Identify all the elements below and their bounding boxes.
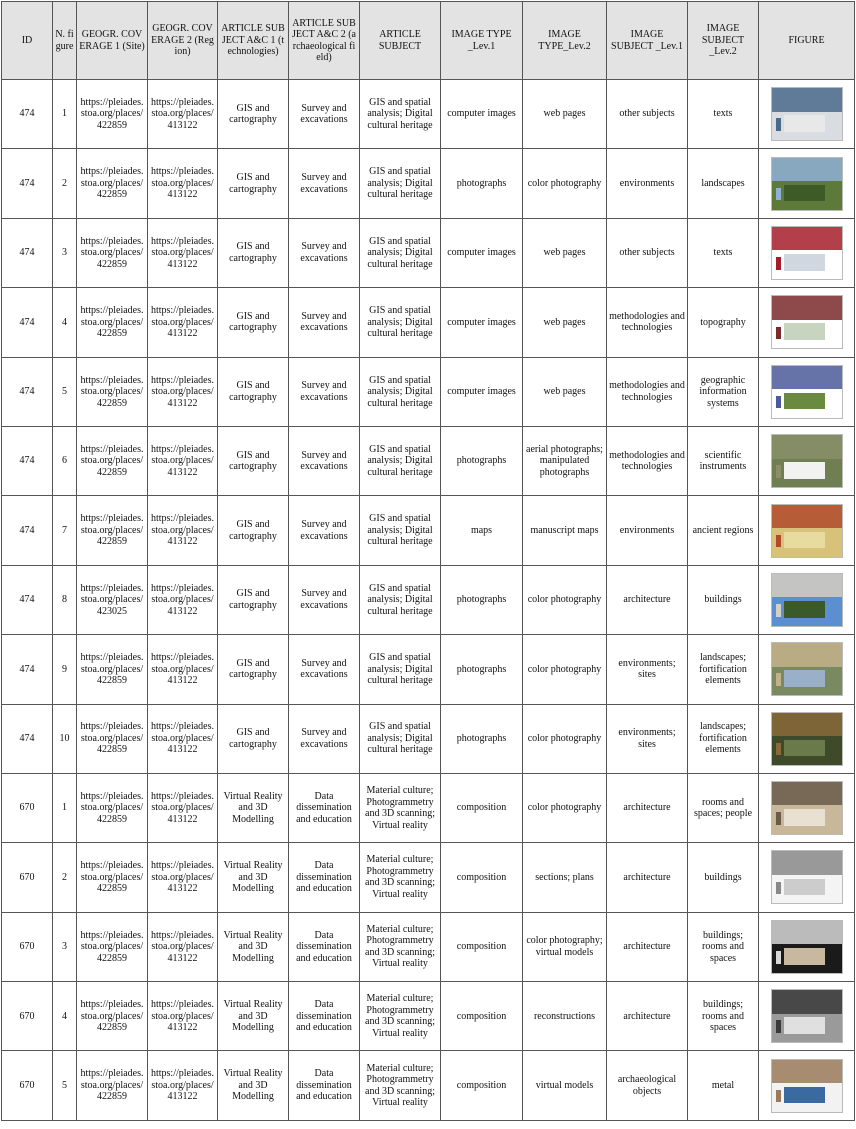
row-article-subject-1: GIS and cartography xyxy=(218,704,289,773)
row-image-type-2: web pages xyxy=(523,357,607,426)
thumbnail-region-accent xyxy=(776,951,782,963)
thumbnail-region-top xyxy=(772,88,842,111)
webpage-thumbnail[interactable] xyxy=(771,295,843,349)
row-geo-coverage-1: https://pleiades.stoa.org/places/422859 xyxy=(77,80,148,149)
thumbnail-region-top xyxy=(772,921,842,944)
row-article-subject-1: Virtual Reality and 3D Modelling xyxy=(218,773,289,842)
row-id: 474 xyxy=(2,218,53,287)
row-image-subject-2: texts xyxy=(688,80,759,149)
row-image-subject-2: geographic information systems xyxy=(688,357,759,426)
row-figure xyxy=(759,80,855,149)
thumbnail-region-accent xyxy=(776,118,782,130)
row-image-type-2: manuscript maps xyxy=(523,496,607,565)
row-image-subject-1: architecture xyxy=(607,773,688,842)
row-figure-number: 4 xyxy=(53,982,77,1051)
row-image-type-2: web pages xyxy=(523,218,607,287)
row-figure-number: 3 xyxy=(53,912,77,981)
row-geo-coverage-1: https://pleiades.stoa.org/places/422859 xyxy=(77,149,148,218)
row-figure xyxy=(759,149,855,218)
row-geo-coverage-1: https://pleiades.stoa.org/places/422859 xyxy=(77,635,148,704)
row-figure xyxy=(759,565,855,634)
row-image-type-1: photographs xyxy=(441,704,523,773)
row-article-subject: GIS and spatial analysis; Digital cultural heritage xyxy=(360,496,441,565)
thumbnail-region-accent xyxy=(776,604,782,616)
header-image-type-2: IMAGE TYPE_Lev.2 xyxy=(523,2,607,80)
row-id: 474 xyxy=(2,496,53,565)
row-figure-number: 5 xyxy=(53,1051,77,1120)
row-image-subject-1: architecture xyxy=(607,982,688,1051)
thumbnail-region-detail xyxy=(784,185,825,202)
row-geo-coverage-1: https://pleiades.stoa.org/places/422859 xyxy=(77,288,148,357)
webpage-thumbnail[interactable] xyxy=(771,226,843,280)
row-image-subject-2: texts xyxy=(688,218,759,287)
header-geo-coverage-2: GEOGR. COVERAGE 2 (Region) xyxy=(148,2,218,80)
row-image-type-2: color photography xyxy=(523,565,607,634)
row-article-subject-2: Data dissemination and education xyxy=(289,843,360,912)
row-geo-coverage-1: https://pleiades.stoa.org/places/422859 xyxy=(77,912,148,981)
row-geo-coverage-2: https://pleiades.stoa.org/places/413122 xyxy=(148,565,218,634)
row-article-subject-2: Data dissemination and education xyxy=(289,982,360,1051)
row-figure xyxy=(759,426,855,495)
row-image-type-1: computer images xyxy=(441,288,523,357)
thumbnail-region-accent xyxy=(776,396,782,408)
row-figure xyxy=(759,1051,855,1120)
header-article-subject-1: ARTICLE SUBJECT A&C 1 (technologies) xyxy=(218,2,289,80)
row-id: 670 xyxy=(2,773,53,842)
row-image-type-1: photographs xyxy=(441,635,523,704)
header-figure: FIGURE xyxy=(759,2,855,80)
row-article-subject-2: Survey and excavations xyxy=(289,218,360,287)
plans-thumbnail[interactable] xyxy=(771,850,843,904)
row-id: 670 xyxy=(2,1051,53,1120)
table-row xyxy=(2,773,855,842)
row-article-subject: Material culture; Photogrammetry and 3D scanning; Virtual reality xyxy=(360,843,441,912)
thumbnail-region-detail xyxy=(784,740,825,757)
table-row xyxy=(2,426,855,495)
table-row xyxy=(2,912,855,981)
thumbnail-region-top xyxy=(772,366,842,389)
row-article-subject-1: GIS and cartography xyxy=(218,218,289,287)
row-article-subject: Material culture; Photogrammetry and 3D scanning; Virtual reality xyxy=(360,1051,441,1120)
row-geo-coverage-1: https://pleiades.stoa.org/places/422859 xyxy=(77,773,148,842)
row-geo-coverage-2: https://pleiades.stoa.org/places/413122 xyxy=(148,843,218,912)
table-row xyxy=(2,80,855,149)
row-figure xyxy=(759,635,855,704)
row-image-subject-1: other subjects xyxy=(607,218,688,287)
wall-vegetation-thumbnail[interactable] xyxy=(771,712,843,766)
row-figure xyxy=(759,773,855,842)
row-id: 474 xyxy=(2,565,53,634)
header-image-type-1: IMAGE TYPE _Lev.1 xyxy=(441,2,523,80)
row-image-type-1: composition xyxy=(441,843,523,912)
row-article-subject-1: GIS and cartography xyxy=(218,565,289,634)
thumbnail-region-top xyxy=(772,574,842,597)
row-article-subject-1: GIS and cartography xyxy=(218,149,289,218)
thumbnail-region-accent xyxy=(776,535,782,547)
row-id: 474 xyxy=(2,149,53,218)
header-geo-coverage-1: GEOGR. COVERAGE 1 (Site) xyxy=(77,2,148,80)
table-row xyxy=(2,982,855,1051)
row-figure xyxy=(759,218,855,287)
row-article-subject: GIS and spatial analysis; Digital cultural heritage xyxy=(360,426,441,495)
row-article-subject: GIS and spatial analysis; Digital cultural heritage xyxy=(360,704,441,773)
row-article-subject-1: Virtual Reality and 3D Modelling xyxy=(218,843,289,912)
row-geo-coverage-2: https://pleiades.stoa.org/places/413122 xyxy=(148,912,218,981)
row-geo-coverage-2: https://pleiades.stoa.org/places/413122 xyxy=(148,357,218,426)
row-geo-coverage-2: https://pleiades.stoa.org/places/413122 xyxy=(148,496,218,565)
header-image-subject-2: IMAGE SUBJECT _Lev.2 xyxy=(688,2,759,80)
row-geo-coverage-2: https://pleiades.stoa.org/places/413122 xyxy=(148,1051,218,1120)
row-id: 670 xyxy=(2,912,53,981)
row-image-subject-1: methodologies and technologies xyxy=(607,357,688,426)
row-image-subject-1: architecture xyxy=(607,565,688,634)
table-row xyxy=(2,843,855,912)
row-geo-coverage-1: https://pleiades.stoa.org/places/422859 xyxy=(77,426,148,495)
header-article-subject-2: ARTICLE SUBJECT A&C 2 (archaeological field) xyxy=(289,2,360,80)
landscape-photo-thumbnail[interactable] xyxy=(771,157,843,211)
row-image-subject-2: landscapes; fortification elements xyxy=(688,635,759,704)
header-article-subject: ARTICLE SUBJECT xyxy=(360,2,441,80)
row-article-subject-1: Virtual Reality and 3D Modelling xyxy=(218,982,289,1051)
row-geo-coverage-1: https://pleiades.stoa.org/places/422859 xyxy=(77,218,148,287)
row-image-type-2: reconstructions xyxy=(523,982,607,1051)
row-figure xyxy=(759,357,855,426)
row-figure xyxy=(759,288,855,357)
thumbnail-region-accent xyxy=(776,882,782,894)
table-row xyxy=(2,288,855,357)
row-figure xyxy=(759,704,855,773)
table-row xyxy=(2,496,855,565)
row-article-subject-2: Survey and excavations xyxy=(289,426,360,495)
row-image-subject-2: buildings xyxy=(688,843,759,912)
table-row xyxy=(2,635,855,704)
row-figure-number: 9 xyxy=(53,635,77,704)
row-article-subject-1: GIS and cartography xyxy=(218,496,289,565)
row-id: 474 xyxy=(2,426,53,495)
row-image-type-2: color photography xyxy=(523,773,607,842)
row-image-subject-2: landscapes xyxy=(688,149,759,218)
thumbnail-region-accent xyxy=(776,743,782,755)
row-article-subject: GIS and spatial analysis; Digital cultural heritage xyxy=(360,357,441,426)
row-image-type-1: composition xyxy=(441,912,523,981)
thumbnail-region-accent xyxy=(776,188,782,200)
row-image-type-2: aerial photographs; manipulated photographs xyxy=(523,426,607,495)
row-id: 474 xyxy=(2,357,53,426)
thumbnail-region-top xyxy=(772,782,842,805)
row-geo-coverage-1: https://pleiades.stoa.org/places/422859 xyxy=(77,1051,148,1120)
row-figure xyxy=(759,496,855,565)
row-figure-number: 3 xyxy=(53,218,77,287)
row-id: 474 xyxy=(2,635,53,704)
row-image-type-2: color photography xyxy=(523,149,607,218)
thumbnail-region-detail xyxy=(784,601,825,618)
row-geo-coverage-1: https://pleiades.stoa.org/places/423025 xyxy=(77,565,148,634)
row-article-subject-2: Survey and excavations xyxy=(289,565,360,634)
row-image-subject-2: buildings; rooms and spaces xyxy=(688,912,759,981)
thumbnail-region-detail xyxy=(784,393,825,410)
row-image-type-1: computer images xyxy=(441,218,523,287)
row-image-subject-2: rooms and spaces; people xyxy=(688,773,759,842)
row-geo-coverage-2: https://pleiades.stoa.org/places/413122 xyxy=(148,149,218,218)
row-id: 474 xyxy=(2,704,53,773)
row-id: 474 xyxy=(2,288,53,357)
row-geo-coverage-1: https://pleiades.stoa.org/places/422859 xyxy=(77,843,148,912)
row-article-subject-2: Survey and excavations xyxy=(289,149,360,218)
row-article-subject: GIS and spatial analysis; Digital cultural heritage xyxy=(360,635,441,704)
rooms-composition-thumbnail[interactable] xyxy=(771,781,843,835)
row-image-type-1: composition xyxy=(441,1051,523,1120)
row-image-type-2: color photography xyxy=(523,704,607,773)
table-body xyxy=(2,80,855,1121)
thumbnail-region-detail xyxy=(784,254,825,271)
thumbnail-region-detail xyxy=(784,323,825,340)
reconstruction-thumbnail[interactable] xyxy=(771,989,843,1043)
thumbnail-region-accent xyxy=(776,327,782,339)
row-image-type-1: composition xyxy=(441,982,523,1051)
row-figure-number: 7 xyxy=(53,496,77,565)
table-row xyxy=(2,565,855,634)
row-id: 670 xyxy=(2,843,53,912)
row-article-subject-2: Survey and excavations xyxy=(289,80,360,149)
row-id: 670 xyxy=(2,982,53,1051)
row-figure-number: 2 xyxy=(53,843,77,912)
row-image-type-1: computer images xyxy=(441,357,523,426)
row-figure xyxy=(759,982,855,1051)
row-geo-coverage-2: https://pleiades.stoa.org/places/413122 xyxy=(148,773,218,842)
row-image-type-2: virtual models xyxy=(523,1051,607,1120)
row-figure-number: 1 xyxy=(53,80,77,149)
thumbnail-region-top xyxy=(772,435,842,458)
row-article-subject-1: GIS and cartography xyxy=(218,426,289,495)
data-table xyxy=(1,1,855,1121)
row-image-subject-2: scientific instruments xyxy=(688,426,759,495)
row-image-subject-1: other subjects xyxy=(607,80,688,149)
row-article-subject-1: GIS and cartography xyxy=(218,635,289,704)
thumbnail-region-detail xyxy=(784,948,825,965)
row-article-subject-2: Survey and excavations xyxy=(289,704,360,773)
virtual-model-thumbnail[interactable] xyxy=(771,920,843,974)
table-row xyxy=(2,1051,855,1120)
row-article-subject: Material culture; Photogrammetry and 3D scanning; Virtual reality xyxy=(360,982,441,1051)
thumbnail-region-detail xyxy=(784,115,825,132)
row-figure-number: 1 xyxy=(53,773,77,842)
table-row xyxy=(2,218,855,287)
thumbnail-region-detail xyxy=(784,879,825,896)
row-figure-number: 4 xyxy=(53,288,77,357)
row-geo-coverage-2: https://pleiades.stoa.org/places/413122 xyxy=(148,80,218,149)
row-article-subject-1: GIS and cartography xyxy=(218,288,289,357)
row-article-subject: GIS and spatial analysis; Digital cultural heritage xyxy=(360,565,441,634)
header-row xyxy=(2,2,855,80)
row-image-subject-1: environments; sites xyxy=(607,635,688,704)
row-geo-coverage-2: https://pleiades.stoa.org/places/413122 xyxy=(148,982,218,1051)
row-article-subject-2: Data dissemination and education xyxy=(289,1051,360,1120)
row-geo-coverage-1: https://pleiades.stoa.org/places/422859 xyxy=(77,357,148,426)
row-article-subject-2: Survey and excavations xyxy=(289,357,360,426)
row-figure xyxy=(759,912,855,981)
row-article-subject: Material culture; Photogrammetry and 3D scanning; Virtual reality xyxy=(360,773,441,842)
thumbnail-region-top xyxy=(772,227,842,250)
thumbnail-region-top xyxy=(772,990,842,1013)
row-image-type-1: photographs xyxy=(441,565,523,634)
thumbnail-region-top xyxy=(772,505,842,528)
row-article-subject-1: Virtual Reality and 3D Modelling xyxy=(218,912,289,981)
thumbnail-region-detail xyxy=(784,670,825,687)
row-image-subject-1: archaeological objects xyxy=(607,1051,688,1120)
row-image-subject-1: architecture xyxy=(607,843,688,912)
row-image-type-1: photographs xyxy=(441,426,523,495)
row-image-type-1: maps xyxy=(441,496,523,565)
row-image-type-2: web pages xyxy=(523,80,607,149)
table-row xyxy=(2,704,855,773)
row-image-subject-1: methodologies and technologies xyxy=(607,288,688,357)
thumbnail-region-detail xyxy=(784,532,825,549)
row-image-type-2: color photography xyxy=(523,635,607,704)
row-article-subject: Material culture; Photogrammetry and 3D scanning; Virtual reality xyxy=(360,912,441,981)
metal-object-thumbnail[interactable] xyxy=(771,1059,843,1113)
row-figure-number: 10 xyxy=(53,704,77,773)
aerial-photo-thumbnail[interactable] xyxy=(771,434,843,488)
header-id: ID xyxy=(2,2,53,80)
thumbnail-region-accent xyxy=(776,673,782,685)
row-image-subject-1: architecture xyxy=(607,912,688,981)
thumbnail-region-detail xyxy=(784,1087,825,1104)
row-article-subject: GIS and spatial analysis; Digital cultural heritage xyxy=(360,218,441,287)
thumbnail-region-accent xyxy=(776,465,782,477)
thumbnail-region-detail xyxy=(784,809,825,826)
table-row xyxy=(2,357,855,426)
row-article-subject-2: Survey and excavations xyxy=(289,288,360,357)
row-image-subject-2: buildings xyxy=(688,565,759,634)
thumbnail-region-detail xyxy=(784,1017,825,1034)
row-article-subject-1: Virtual Reality and 3D Modelling xyxy=(218,1051,289,1120)
row-image-subject-2: ancient regions xyxy=(688,496,759,565)
thumbnail-region-accent xyxy=(776,257,782,269)
thumbnail-region-top xyxy=(772,643,842,666)
row-article-subject: GIS and spatial analysis; Digital cultural heritage xyxy=(360,80,441,149)
row-image-type-1: computer images xyxy=(441,80,523,149)
thumbnail-region-top xyxy=(772,158,842,181)
row-figure-number: 6 xyxy=(53,426,77,495)
row-image-subject-2: topography xyxy=(688,288,759,357)
row-image-type-2: web pages xyxy=(523,288,607,357)
thumbnail-region-accent xyxy=(776,1020,782,1032)
row-image-subject-2: landscapes; fortification elements xyxy=(688,704,759,773)
row-article-subject: GIS and spatial analysis; Digital cultural heritage xyxy=(360,149,441,218)
row-image-subject-1: environments xyxy=(607,149,688,218)
road-landscape-thumbnail[interactable] xyxy=(771,642,843,696)
row-image-type-2: color photography; virtual models xyxy=(523,912,607,981)
row-article-subject-1: GIS and cartography xyxy=(218,357,289,426)
row-geo-coverage-2: https://pleiades.stoa.org/places/413122 xyxy=(148,704,218,773)
manuscript-map-thumbnail[interactable] xyxy=(771,504,843,558)
thumbnail-region-detail xyxy=(784,462,825,479)
row-figure-number: 5 xyxy=(53,357,77,426)
row-figure-number: 2 xyxy=(53,149,77,218)
thumbnail-region-accent xyxy=(776,1090,782,1102)
thumbnail-region-accent xyxy=(776,812,782,824)
row-geo-coverage-1: https://pleiades.stoa.org/places/422859 xyxy=(77,982,148,1051)
row-image-subject-2: metal xyxy=(688,1051,759,1120)
table-row xyxy=(2,149,855,218)
header-figure-number: N. figure xyxy=(53,2,77,80)
thumbnail-region-top xyxy=(772,851,842,874)
thumbnail-region-top xyxy=(772,1060,842,1083)
row-figure-number: 8 xyxy=(53,565,77,634)
building-photo-thumbnail[interactable] xyxy=(771,573,843,627)
row-image-subject-1: environments xyxy=(607,496,688,565)
row-article-subject-2: Data dissemination and education xyxy=(289,773,360,842)
row-figure xyxy=(759,843,855,912)
thumbnail-region-top xyxy=(772,713,842,736)
row-geo-coverage-2: https://pleiades.stoa.org/places/413122 xyxy=(148,426,218,495)
row-image-subject-2: buildings; rooms and spaces xyxy=(688,982,759,1051)
row-geo-coverage-1: https://pleiades.stoa.org/places/422859 xyxy=(77,496,148,565)
row-geo-coverage-2: https://pleiades.stoa.org/places/413122 xyxy=(148,635,218,704)
row-image-type-1: photographs xyxy=(441,149,523,218)
row-image-type-2: sections; plans xyxy=(523,843,607,912)
row-image-subject-1: methodologies and technologies xyxy=(607,426,688,495)
row-article-subject-2: Survey and excavations xyxy=(289,635,360,704)
row-geo-coverage-2: https://pleiades.stoa.org/places/413122 xyxy=(148,218,218,287)
row-article-subject-2: Data dissemination and education xyxy=(289,912,360,981)
row-geo-coverage-2: https://pleiades.stoa.org/places/413122 xyxy=(148,288,218,357)
row-image-subject-1: environments; sites xyxy=(607,704,688,773)
thumbnail-region-top xyxy=(772,296,842,319)
webpage-thumbnail[interactable] xyxy=(771,365,843,419)
row-article-subject: GIS and spatial analysis; Digital cultural heritage xyxy=(360,288,441,357)
row-article-subject-1: GIS and cartography xyxy=(218,80,289,149)
row-geo-coverage-1: https://pleiades.stoa.org/places/422859 xyxy=(77,704,148,773)
row-image-type-1: composition xyxy=(441,773,523,842)
row-article-subject-2: Survey and excavations xyxy=(289,496,360,565)
row-id: 474 xyxy=(2,80,53,149)
webpage-landscape-thumbnail[interactable] xyxy=(771,87,843,141)
header-image-subject-1: IMAGE SUBJECT _Lev.1 xyxy=(607,2,688,80)
